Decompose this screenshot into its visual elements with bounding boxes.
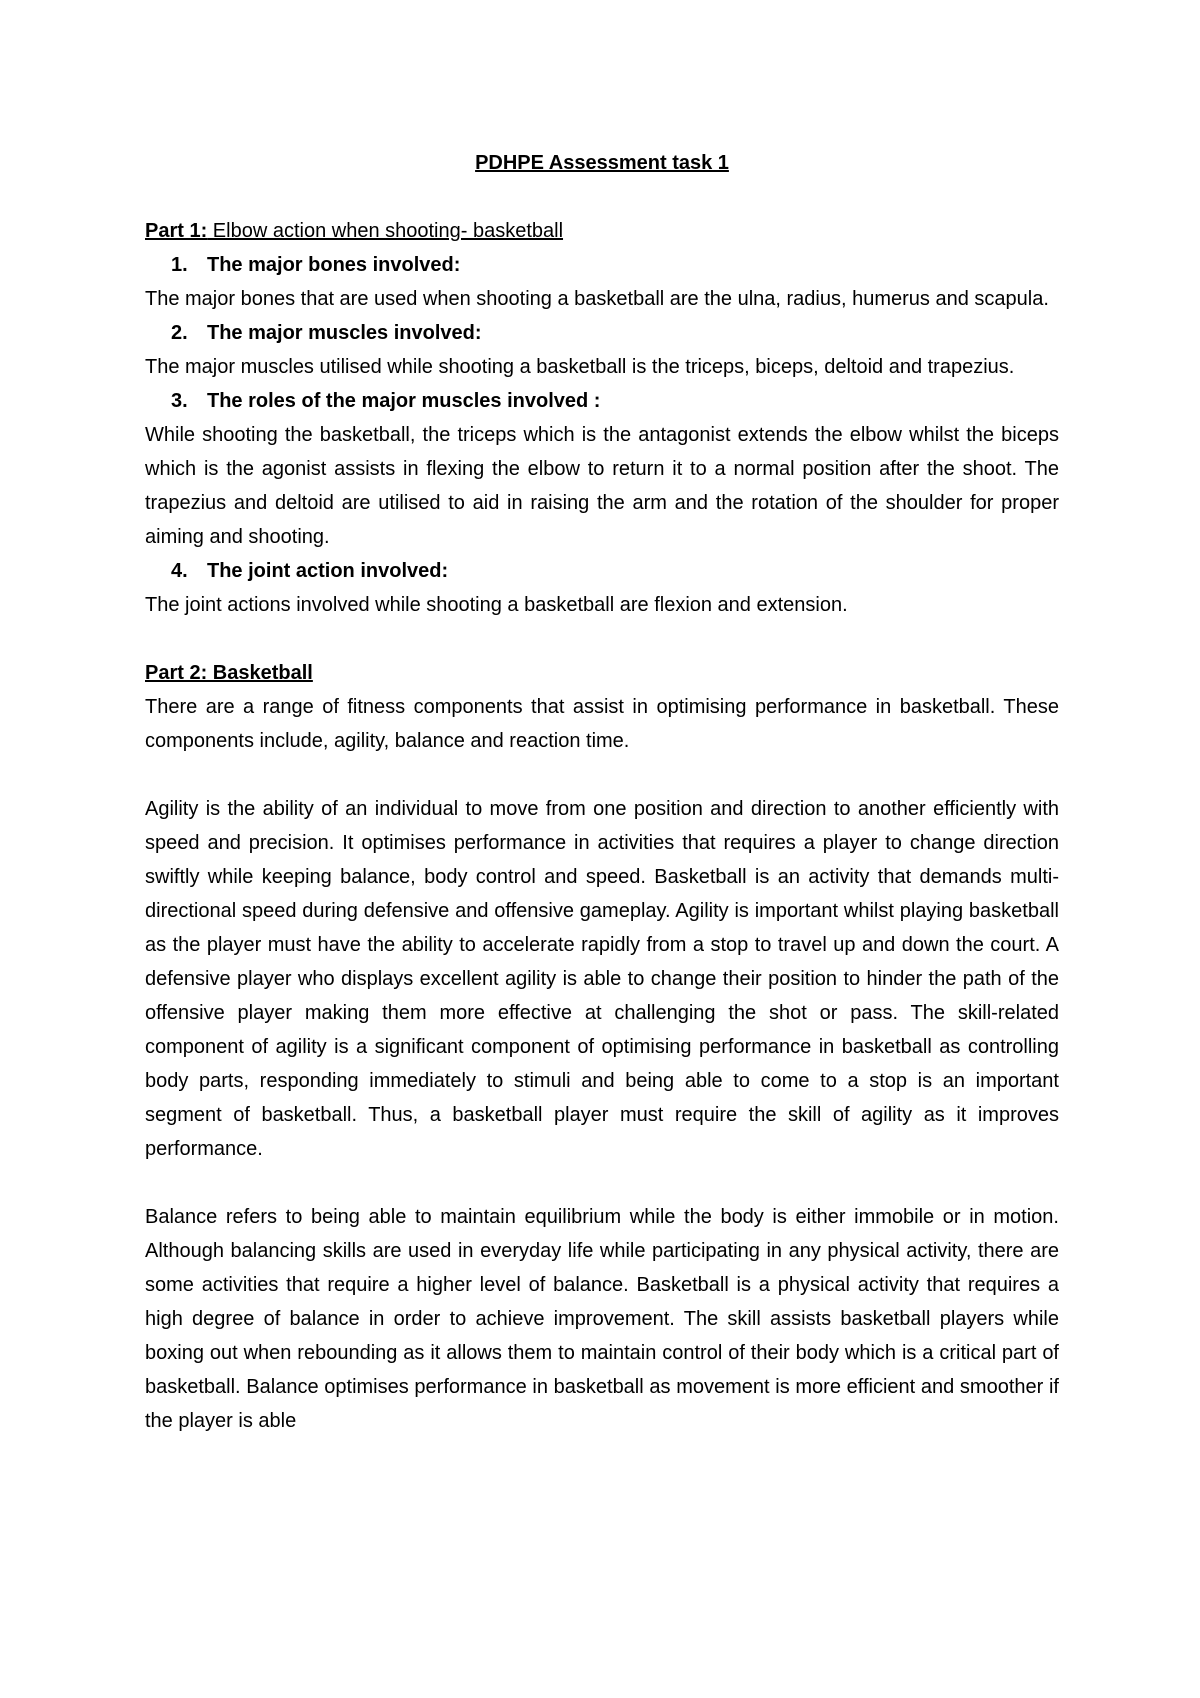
item-heading-text: The roles of the major muscles involved : <box>207 390 601 412</box>
part1-heading-label: Part 1: <box>145 220 208 242</box>
part2-heading-text: Part 2: Basketball <box>145 662 313 684</box>
item-number: 3. <box>171 390 188 412</box>
part1-item-2-heading <box>145 316 1059 350</box>
item-heading-text: The major muscles involved: <box>207 322 482 344</box>
part1-item-4-body: The joint actions involved while shooting a basketball are flexion and extension. <box>145 594 848 616</box>
item-heading-text: The joint action involved: <box>207 560 449 582</box>
item-number: 2. <box>171 322 188 344</box>
part1-item-1-body: The major bones that are used when shooting a basketball are the ulna, radius, humerus and scapula. <box>145 288 1049 310</box>
part1-item-2-body: The major muscles utilised while shooting a basketball is the triceps, biceps, deltoid and trapezius. <box>145 356 1015 378</box>
part1-heading-text: Elbow action when shooting- basketball <box>207 220 564 242</box>
balance-paragraph: Balance refers to being able to maintain equilibrium while the body is either immobile or in motion. Although balancing skills are used in everyday life while participating in any physical activity, there are some activities that require a higher level of balance. Basketball is a physical activity that requires a high degree of balance in order to achieve improvement. The skill assists basketball players while boxing out when rebounding as it allows them to maintain control of their body which is a critical part of basketball. Balance optimises performance in basketball as movement is more efficient and smoother if the player is able <box>145 1206 1059 1432</box>
item-number: 1. <box>171 254 188 276</box>
part2-intro-paragraph: There are a range of fitness components that assist in optimising performance in basketball. These components include, agility, balance and reaction time. <box>145 696 1059 752</box>
item-number: 4. <box>171 560 188 582</box>
document-title: PDHPE Assessment task 1 <box>475 152 729 174</box>
item-heading-text: The major bones involved: <box>207 254 461 276</box>
part1-item-3-body: While shooting the basketball, the triceps which is the antagonist extends the elbow whilst the biceps which is the agonist assists in flexing the elbow to return it to a normal position after the shoot. The trapezius and deltoid are utilised to aid in raising the arm and the rotation of the shoulder for proper aiming and shooting. <box>145 424 1059 548</box>
part1-item-4-heading <box>145 554 1059 588</box>
agility-paragraph: Agility is the ability of an individual to move from one position and direction to another efficiently with speed and precision. It optimises performance in activities that requires a player to change direction swiftly while keeping balance, body control and speed. Basketball is an activity that demands multi-directional speed during defensive and offensive gameplay. Agility is important whilst playing basketball as the player must have the ability to accelerate rapidly from a stop to travel up and down the court. A defensive player who displays excellent agility is able to change their position to hinder the path of the offensive player making them more effective at challenging the shot or pass. The skill-related component of agility is a significant component of optimising performance in basketball as controlling body parts, responding immediately to stimuli and being able to come to a stop is an important segment of basketball. Thus, a basketball player must require the skill of agility as it improves performance. <box>145 798 1059 1160</box>
part2-heading <box>145 656 1059 690</box>
part1-item-1-heading <box>145 248 1059 282</box>
part1-item-3-heading <box>145 384 1059 418</box>
part1-heading <box>145 214 1059 248</box>
document-body <box>145 146 1059 1438</box>
